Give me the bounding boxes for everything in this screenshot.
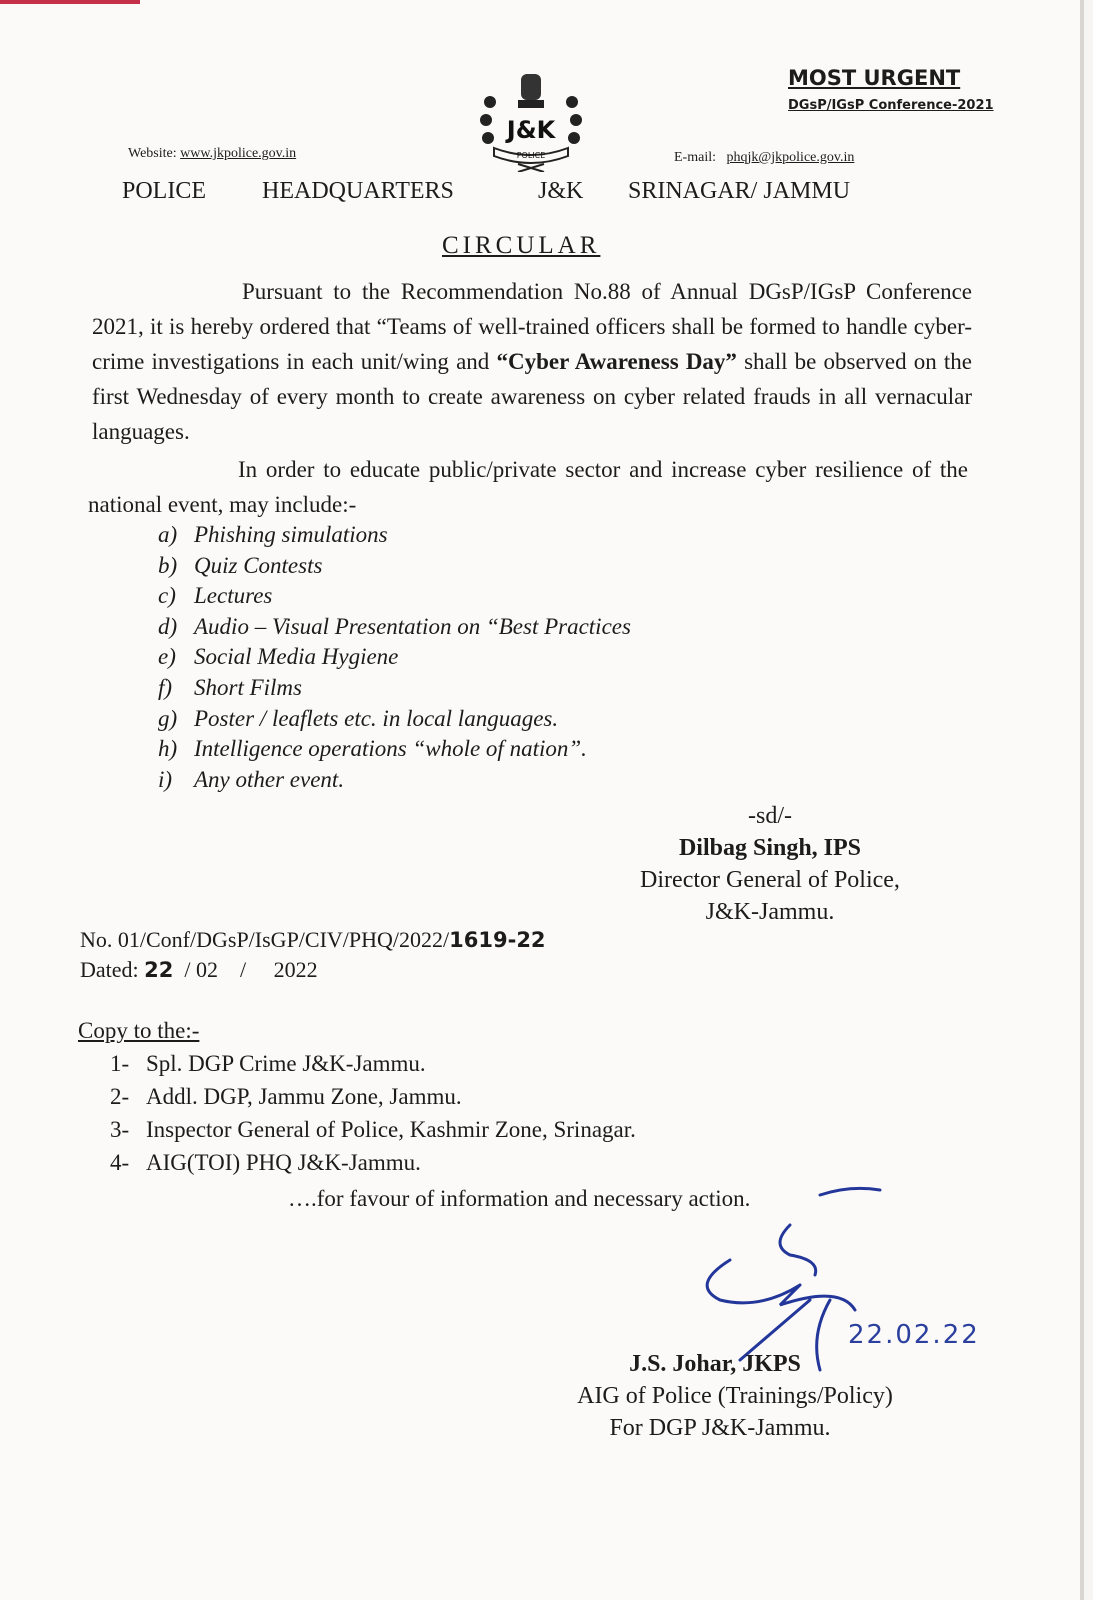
list-item: h) Intelligence operations “whole of nation”.: [158, 736, 587, 762]
website-link[interactable]: www.jkpolice.gov.in: [180, 146, 297, 161]
list-item: g) Poster / leaflets etc. in local languages.: [158, 705, 559, 731]
list-item: f) Short Films: [158, 674, 302, 700]
document-title: CIRCULAR: [442, 232, 601, 259]
list-item: i) Any other event.: [158, 766, 345, 792]
office-word-3: J&K: [538, 178, 584, 204]
email-link[interactable]: phqjk@jkpolice.gov.in: [726, 150, 855, 165]
copy-to-block: Copy to the:- 1- Spl. DGP Crime J&K-Jammu. 2- Addl. DGP, Jammu Zone, Jammu. 3- Inspector General of Police, Kashmir Zone, Srinagar. 4- AIG(TOI) PHQ J&K-Jammu.: [78, 1014, 636, 1179]
paragraph-2: In order to educate public/private sector and increase cyber resilience of the national event, may include:-: [88, 457, 968, 517]
list-item: 1- Spl. DGP Crime J&K-Jammu.: [110, 1051, 426, 1076]
office-word-4: SRINAGAR/ JAMMU: [628, 178, 851, 204]
list-item: b) Quiz Contests: [158, 552, 323, 578]
jk-police-emblem-icon: [476, 72, 586, 172]
email-line: E-mail: phqjk@jkpolice.gov.in: [674, 150, 855, 165]
signatory-aig: J.S. Johar, JKPS AIG of Police (Trainings/Policy) For DGP J&K-Jammu.: [577, 1351, 893, 1441]
page-edge-mark: [0, 0, 140, 4]
signatory-dgp: -sd/- Dilbag Singh, IPS Director General of Police, J&K-Jammu.: [640, 803, 900, 925]
event-list: [158, 520, 631, 795]
svg-text:POLICE: POLICE: [516, 151, 546, 160]
list-item: a) Phishing simulations: [158, 522, 388, 547]
svg-text:J&K: J&K: [506, 116, 556, 144]
list-item: 4- AIG(TOI) PHQ J&K-Jammu.: [110, 1150, 421, 1175]
office-word-1: POLICE: [122, 178, 206, 204]
reference-block: No. 01/Conf/DGsP/IsGP/CIV/PHQ/2022/1619-22 Dated: 22 / 02 / 2022: [80, 927, 546, 982]
list-item: d) Audio – Visual Presentation on “Best Practices: [158, 613, 631, 639]
list-item: c) Lectures: [158, 583, 273, 609]
favour-line: ….for favour of information and necessary action.: [288, 1186, 751, 1211]
office-word-2: HEADQUARTERS: [262, 178, 454, 204]
handwritten-number: 1619-22: [449, 928, 546, 952]
list-item: 2- Addl. DGP, Jammu Zone, Jammu.: [110, 1084, 462, 1109]
priority-label: MOST URGENT: [788, 66, 961, 90]
list-item: 3- Inspector General of Police, Kashmir Zone, Srinagar.: [110, 1117, 636, 1142]
handwritten-date: 22.02.22: [848, 1320, 980, 1350]
conference-label: DGsP/IGsP Conference-2021: [788, 98, 994, 113]
paragraph-1: Pursuant to the Recommendation No.88 of Annual DGsP/IGsP Conference 2021, it is hereby ordered that “Teams of well-trained officers shall be formed to handle cyber-crime investigations in each unit/wing and “Cyber Awareness Day” shall be observed on the first Wednesday of every month to create awareness on cyber related frauds in all vernacular languages.: [92, 279, 972, 444]
list-item: e) Social Media Hygiene: [158, 644, 399, 670]
website-line: Website: www.jkpolice.gov.in: [128, 146, 297, 161]
